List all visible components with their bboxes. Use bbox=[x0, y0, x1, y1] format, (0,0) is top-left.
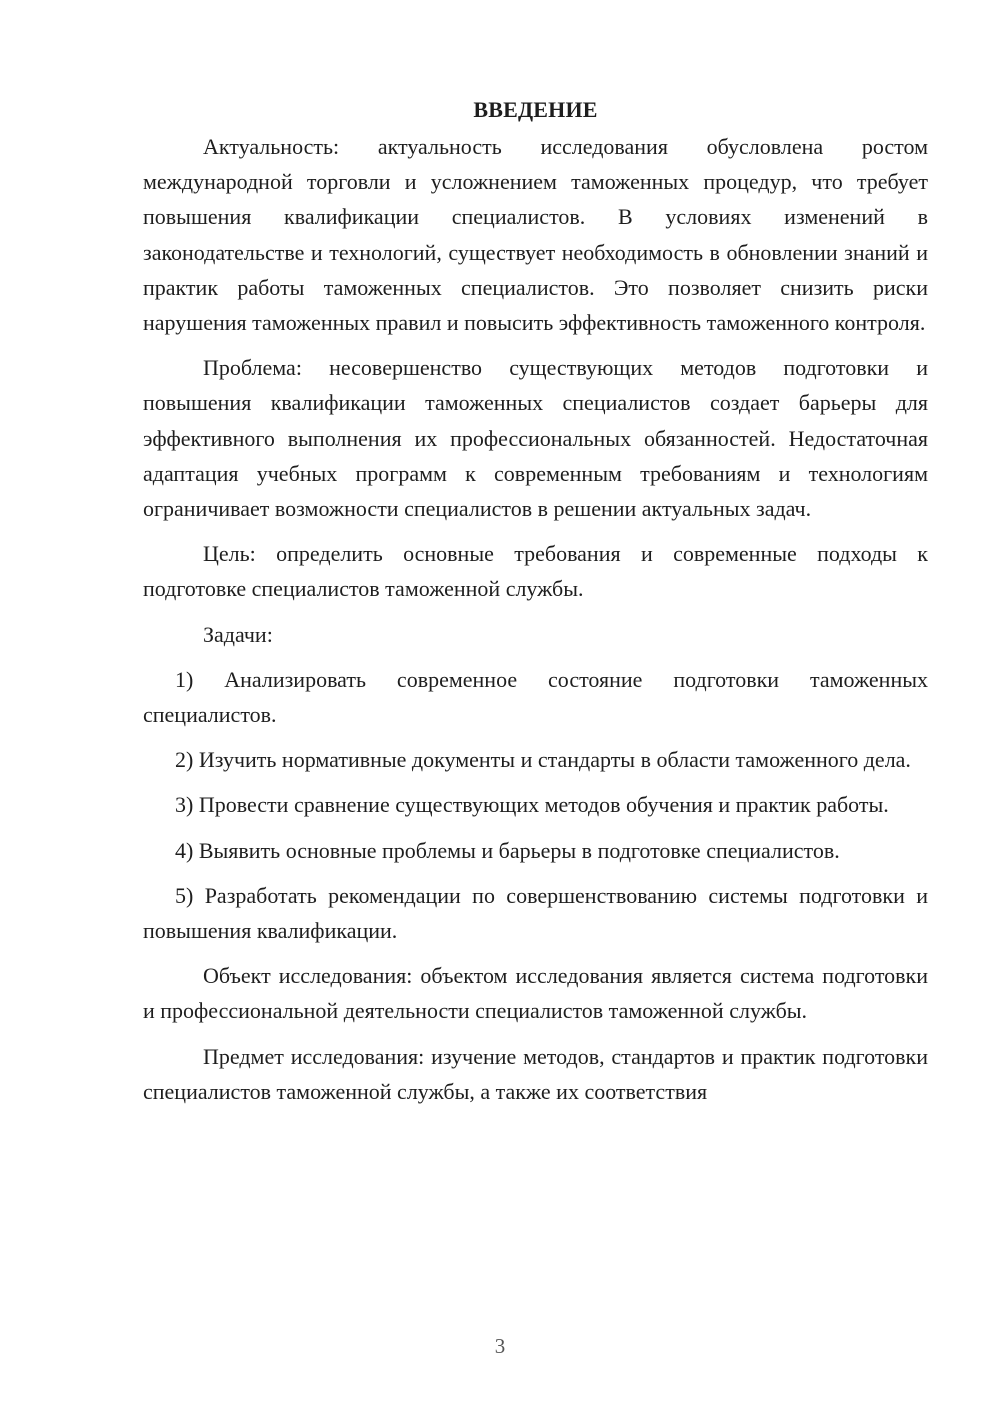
relevance-paragraph: Актуальность: актуальность исследования обусловлена ростом международной торговли и усложнением таможенных процедур, что требует повышения квалификации специалистов. В условиях изменений в законодательстве и технологий, существует необходимость в обновлении знаний и практик работы таможенных специалистов. Это позволяет снизить риски нарушения таможенных правил и повысить эффективность таможенного контроля. bbox=[143, 134, 928, 336]
task-item-3: 3) Провести сравнение существующих методов обучения и практик работы. bbox=[175, 792, 889, 818]
object-paragraph: Объект исследования: объектом исследования является система подготовки и профессиональной деятельности специалистов таможенной службы. bbox=[143, 963, 928, 1024]
section-heading: ВВЕДЕНИЕ bbox=[473, 97, 598, 122]
page-number: 3 bbox=[494, 1334, 506, 1358]
goal-paragraph: Цель: определить основные требования и современные подходы к подготовке специалистов таможенной службы. bbox=[143, 541, 928, 602]
task-item-5: 5) Разработать рекомендации по совершенствованию системы подготовки и повышения квалификации. bbox=[143, 882, 928, 944]
subject-paragraph: Предмет исследования: изучение методов, стандартов и практик подготовки специалистов таможенной службы, а также их соответствия bbox=[143, 1043, 928, 1104]
task-item-4: 4) Выявить основные проблемы и барьеры в подготовке специалистов. bbox=[175, 837, 840, 863]
task-item-2: 2) Изучить нормативные документы и стандарты в области таможенного дела. bbox=[175, 747, 911, 773]
task-item-1: 1) Анализировать современное состояние подготовки таможенных специалистов. bbox=[143, 666, 928, 728]
problem-paragraph: Проблема: несовершенство существующих методов подготовки и повышения квалификации таможенных специалистов создает барьеры для эффективного выполнения их профессиональных обязанностей. Недостаточная адаптация учебных программ к современным требованиям и технологиям ограничивает возможности специалистов в решении актуальных задач. bbox=[143, 355, 928, 522]
tasks-heading: Задачи: bbox=[203, 621, 273, 647]
document-page bbox=[143, 92, 928, 1109]
